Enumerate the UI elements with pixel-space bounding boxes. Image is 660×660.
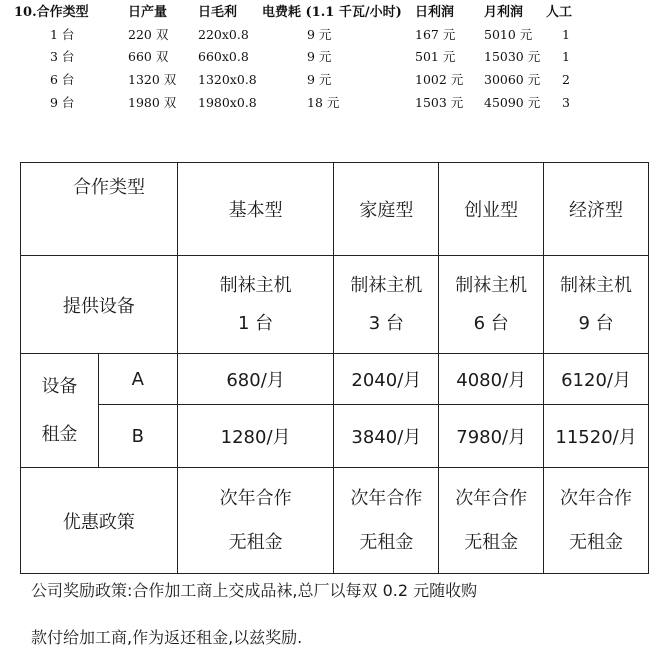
summary-cell: 1320x0.8 [198,72,257,87]
summary-cell: 5010 元 [484,27,533,42]
policy-cell [544,468,649,574]
summary-cell: 1980 双 [128,95,177,110]
footer-line2: 款付给加工商,作为返还租金,以兹奖励. [31,628,303,647]
device-count: 1 台 [237,312,274,334]
device-count: 3 台 [368,312,404,334]
summary-header: 日产量 [128,5,168,20]
device-cell [439,256,544,354]
summary-cell: 1 [562,27,570,42]
summary-header: 月利润 [484,5,524,20]
summary-cell: 9 元 [307,49,332,64]
device-cell [544,256,649,354]
rent-a-economy: 6120/月 [544,354,649,405]
policy-line2: 无租金 [464,531,519,553]
type-row [21,163,649,256]
summary-cell: 1980x0.8 [198,95,257,110]
summary-cell: 660x0.8 [198,49,249,64]
plan-b-label: B [98,405,177,468]
rent-b-startup: 7980/月 [439,405,544,468]
summary-cell: 30060 元 [484,72,541,87]
policy-line1: 次年合作 [455,487,528,509]
device-cell [177,256,334,354]
summary-cell: 9 元 [307,27,332,42]
policy-cell [439,468,544,574]
summary-cell: 1002 元 [415,72,464,87]
policy-cell [177,468,334,574]
summary-cell: 3 台 [50,49,75,64]
rent-a-startup: 4080/月 [439,354,544,405]
summary-cell: 220 双 [128,27,169,42]
summary-header: 日毛利 [198,5,238,20]
policy-line1: 次年合作 [350,487,423,509]
cooperation-table [20,162,649,574]
policy-line1: 次年合作 [219,487,292,509]
summary-row [0,69,660,91]
rent-b-row [21,405,649,468]
rent-label [21,354,99,468]
type-startup: 创业型 [439,163,544,256]
summary-header: 电费耗 (1.1 千瓦/小时) [262,5,402,20]
summary-cell: 501 元 [415,49,456,64]
summary-cell: 1503 元 [415,95,464,110]
type-family: 家庭型 [334,163,439,256]
summary-cell: 3 [562,95,570,110]
summary-cell: 1320 双 [128,72,177,87]
footer-line1: 公司奖励政策:合作加工商上交成品袜,总厂以每双 0.2 元随收购 [31,581,478,600]
rent-label-line2: 租金 [41,423,78,445]
policy-cell [334,468,439,574]
summary-header: 人工 [546,5,573,20]
summary-header: 10.合作类型 [14,5,89,20]
summary-cell: 167 元 [415,27,456,42]
summary-cell: 1 [562,49,570,64]
policy-line2: 无租金 [569,531,624,553]
summary-header-row [0,2,660,24]
device-cell [334,256,439,354]
summary-row [0,46,660,68]
summary-cell: 15030 元 [484,49,541,64]
device-label: 提供设备 [21,256,178,354]
summary-cell: 660 双 [128,49,169,64]
device-name: 制袜主机 [219,274,292,296]
summary-cell: 9 元 [307,72,332,87]
summary-cell: 220x0.8 [198,27,249,42]
type-label: 合作类型 [21,163,178,256]
policy-line1: 次年合作 [560,487,633,509]
summary-cell: 2 [562,72,570,87]
type-basic: 基本型 [177,163,334,256]
type-economy: 经济型 [544,163,649,256]
device-count: 9 台 [578,312,614,334]
plan-a-label: A [98,354,177,405]
policy-line2: 无租金 [228,531,283,553]
policy-label: 优惠政策 [21,468,178,574]
summary-cell: 45090 元 [484,95,541,110]
device-row [21,256,649,354]
summary-cell: 18 元 [307,95,340,110]
rent-a-family: 2040/月 [334,354,439,405]
device-name: 制袜主机 [350,274,423,296]
device-count: 6 台 [473,312,509,334]
rent-label-line1: 设备 [41,375,78,397]
rent-a-row [21,354,649,405]
rent-b-basic: 1280/月 [177,405,334,468]
summary-cell: 9 台 [50,95,75,110]
device-name: 制袜主机 [455,274,528,296]
policy-line2: 无租金 [359,531,414,553]
rent-b-economy: 11520/月 [544,405,649,468]
summary-cell: 6 台 [50,72,75,87]
summary-cell: 1 台 [50,27,75,42]
device-name: 制袜主机 [560,274,633,296]
rent-b-family: 3840/月 [334,405,439,468]
policy-row [21,468,649,574]
summary-row [0,24,660,46]
summary-row [0,92,660,114]
summary-header: 日利润 [415,5,455,20]
rent-a-basic: 680/月 [177,354,334,405]
